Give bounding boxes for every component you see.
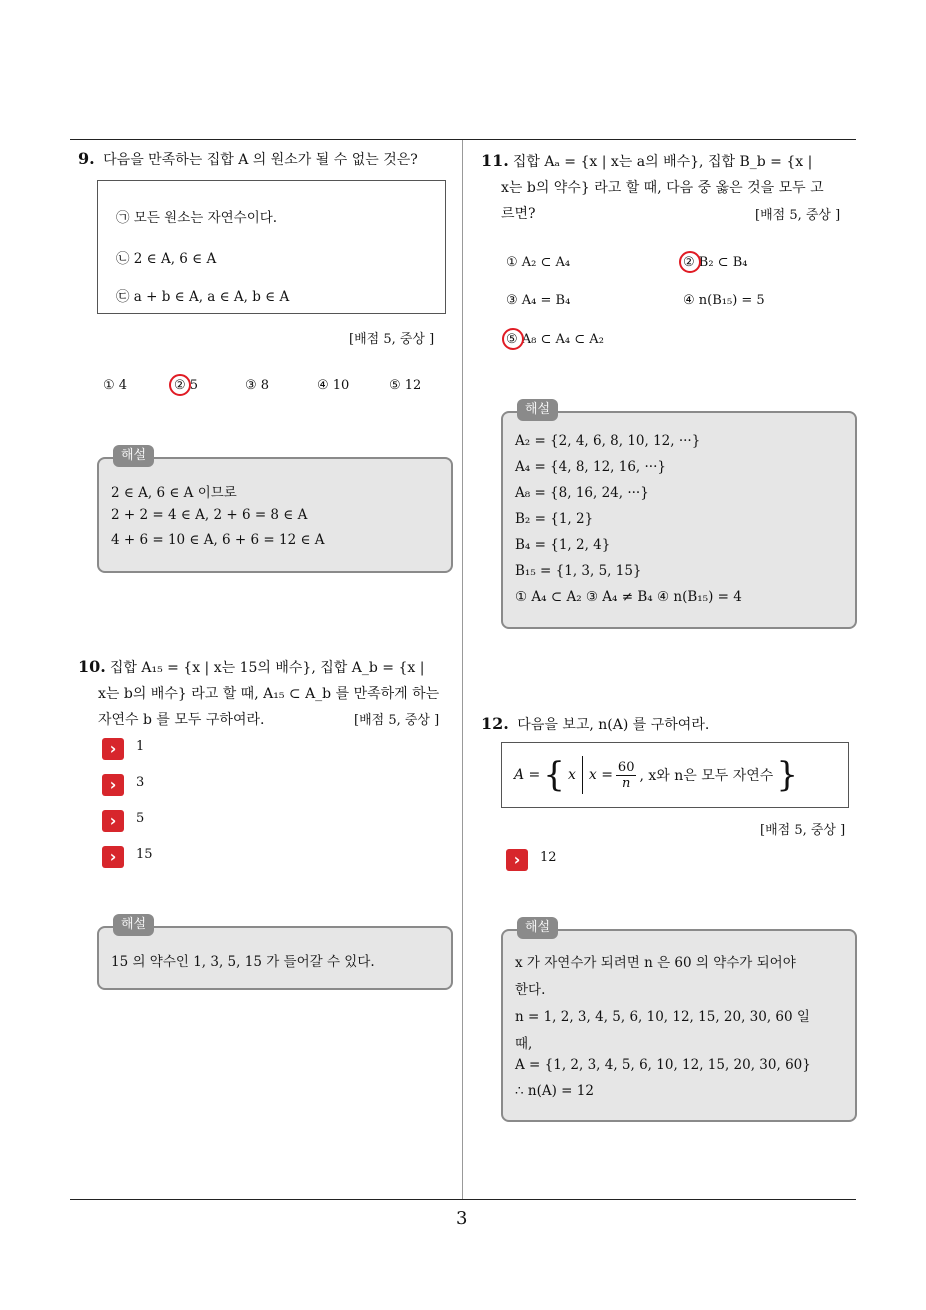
question-title-line: x는 b의 배수} 라고 할 때, A₁₅ ⊂ A_b 를 만족하게 하는 (98, 686, 440, 702)
explanation-tag: 해설 (517, 917, 558, 939)
chevron-right-icon: › (102, 774, 124, 796)
explanation-tag: 해설 (113, 445, 154, 467)
column-divider (462, 140, 463, 1200)
choice-2[interactable]: ② 5 (174, 378, 199, 393)
question-number: 12. (481, 714, 509, 733)
explanation-line: B₄ = {1, 2, 4} (515, 537, 611, 553)
choice-5[interactable]: ⑤ A₈ ⊂ A₄ ⊂ A₂ (506, 332, 604, 347)
set-definition-box (501, 742, 849, 808)
explanation-tag: 해설 (517, 399, 558, 421)
question-title-line: 르면? (501, 206, 536, 222)
answer-value: 12 (540, 850, 557, 865)
set-variable: x (567, 767, 576, 783)
explanation-box (97, 448, 453, 573)
answer-value: 1 (136, 739, 145, 754)
condition-box (97, 180, 446, 314)
left-brace: { (543, 755, 565, 795)
question-title-line: 집합 Aₐ = {x | x는 a의 배수}, 집합 B_b = {x | (512, 154, 813, 170)
explanation-line: ∴ n(A) = 12 (515, 1083, 594, 1099)
score-label: [배점 5, 중상 ] (354, 713, 440, 728)
explanation-box (97, 917, 453, 990)
explanation-line: 4 + 6 = 10 ∈ A, 6 + 6 = 12 ∈ A (111, 532, 325, 548)
explanation-line: 2 + 2 = 4 ∈ A, 2 + 6 = 8 ∈ A (111, 507, 308, 523)
set-condition-lhs: x = (588, 767, 613, 783)
question-title-line: 집합 A₁₅ = {x | x는 15의 배수}, 집합 A_b = {x | (109, 660, 425, 676)
explanation-line: B₂ = {1, 2} (515, 511, 594, 527)
explanation-line: ① A₄ ⊂ A₂ ③ A₄ ≠ B₄ ④ n(B₁₅) = 4 (515, 589, 742, 605)
bottom-rule (70, 1199, 856, 1200)
explanation-line: 15 의 약수인 1, 3, 5, 15 가 들어갈 수 있다. (111, 954, 375, 970)
question-title-line: 자연수 b 를 모두 구하여라. (98, 712, 265, 728)
score-label: [배점 5, 중상 ] (760, 823, 846, 838)
question-title: 다음을 보고, n(A) 를 구하여라. (517, 717, 710, 733)
explanation-line: x 가 자연수가 되려면 n 은 60 의 약수가 되어야 (515, 955, 796, 971)
right-brace: } (776, 755, 798, 795)
selected-mark-circle (679, 251, 701, 273)
explanation-line: A₈ = {8, 16, 24, ···} (515, 485, 649, 501)
explanation-line: A = {1, 2, 3, 4, 5, 6, 10, 12, 15, 20, 30, 60} (515, 1057, 811, 1073)
question-number: 10. (78, 657, 106, 676)
answer-value: 5 (136, 811, 145, 826)
chevron-right-icon: › (102, 738, 124, 760)
question-number: 9. (78, 149, 95, 168)
selected-mark-circle (169, 374, 191, 396)
answer-value: 15 (136, 847, 153, 862)
choice-2[interactable]: ② B₂ ⊂ B₄ (683, 255, 748, 270)
chevron-right-icon: › (506, 849, 528, 871)
question-12-header (481, 711, 709, 738)
page-number: 3 (456, 1208, 468, 1229)
score-label: [배점 5, 중상 ] (755, 208, 841, 223)
question-9-header (78, 146, 418, 173)
set-divider (582, 756, 583, 794)
explanation-line: 2 ∈ A, 6 ∈ A 이므로 (111, 485, 237, 501)
explanation-line: B₁₅ = {1, 3, 5, 15} (515, 563, 642, 579)
top-rule (70, 139, 856, 140)
chevron-right-icon: › (102, 846, 124, 868)
choice-4[interactable]: ④ n(B₁₅) = 5 (683, 293, 765, 308)
condition-1: ㉠ 모든 원소는 자연수이다. (116, 210, 278, 226)
explanation-line: A₂ = {2, 4, 6, 8, 10, 12, ···} (515, 433, 701, 449)
selected-mark-circle (502, 328, 524, 350)
choice-5[interactable]: ⑤ 12 (389, 378, 422, 393)
choice-3[interactable]: ③ A₄ = B₄ (506, 293, 571, 308)
explanation-tag: 해설 (113, 914, 154, 936)
explanation-box (501, 920, 857, 1122)
explanation-line: 때, (515, 1036, 533, 1052)
condition-2: ㉡ 2 ∈ A, 6 ∈ A (116, 251, 217, 267)
fraction (616, 760, 637, 791)
question-number: 11. (481, 151, 509, 170)
score-label: [배점 5, 중상 ] (349, 332, 435, 347)
set-condition-rest: , x와 n은 모두 자연수 (639, 768, 774, 784)
question-title-line: x는 b의 약수} 라고 할 때, 다음 중 옳은 것을 모두 고 (501, 180, 824, 196)
answer-value: 3 (136, 775, 145, 790)
fraction-numerator: 60 (617, 759, 635, 775)
chevron-right-icon: › (102, 810, 124, 832)
choice-1[interactable]: ① 4 (103, 378, 128, 393)
explanation-line: A₄ = {4, 8, 12, 16, ···} (515, 459, 666, 475)
explanation-line: 한다. (515, 982, 546, 998)
condition-3: ㉢ a + b ∈ A, a ∈ A, b ∈ A (116, 289, 290, 305)
fraction-denominator: n (622, 775, 631, 791)
question-title: 다음을 만족하는 집합 A 의 원소가 될 수 없는 것은? (103, 152, 418, 168)
explanation-line: n = 1, 2, 3, 4, 5, 6, 10, 12, 15, 20, 30, 60 일 (515, 1009, 810, 1025)
choice-3[interactable]: ③ 8 (245, 378, 270, 393)
choice-4[interactable]: ④ 10 (317, 378, 350, 393)
explanation-box (501, 402, 857, 629)
set-definition (514, 751, 798, 799)
choice-1[interactable]: ① A₂ ⊂ A₄ (506, 255, 571, 270)
set-lhs: A = (514, 767, 541, 783)
